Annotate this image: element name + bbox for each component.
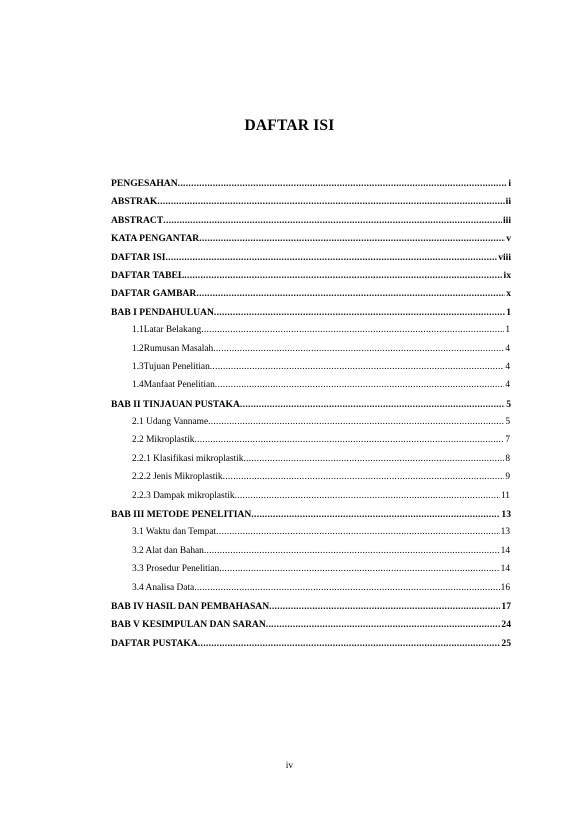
toc-entry-label: 2.2.3 Dampak mikroplastik	[132, 490, 235, 501]
toc-entry-label: 3.1 Waktu dan Tempat	[132, 527, 217, 538]
toc-entry	[111, 233, 511, 251]
toc-entry	[111, 325, 511, 343]
toc-entry-page: 25	[501, 637, 511, 649]
dot-leader	[184, 270, 502, 281]
toc-entry-label: KATA PENGANTAR	[111, 233, 200, 245]
toc-entry	[111, 435, 511, 453]
toc-entry	[111, 417, 511, 435]
toc-entry-label: DAFTAR ISI	[111, 251, 166, 263]
toc-entry-page: i	[508, 178, 511, 189]
toc-entry-label: BAB III METODE PENELITIAN	[111, 509, 252, 521]
toc-entry-label: BAB I PENDAHULUAN	[111, 306, 214, 318]
toc-entry	[111, 454, 511, 472]
toc-entry-label: DAFTAR PUSTAKA	[111, 637, 198, 649]
toc-entry	[111, 601, 511, 619]
toc-entry-page: ii	[505, 196, 511, 208]
toc-entry-page: 13	[501, 509, 511, 521]
toc-entry-page: v	[506, 233, 511, 245]
toc-entry-label: 3.2 Alat dan Bahan	[132, 545, 204, 556]
toc-entry	[111, 509, 511, 527]
toc-entry-page: 13	[500, 527, 510, 538]
toc-entry-label: 3.3 Prosedur Penelitian	[132, 564, 220, 575]
toc-entry	[111, 380, 511, 398]
toc-entry-page: 5	[506, 398, 511, 410]
toc-entry	[111, 307, 511, 325]
toc-entry-page: 1	[506, 306, 511, 318]
toc-entry-page: 16	[500, 582, 510, 593]
dot-leader	[214, 307, 505, 318]
toc-entry	[111, 344, 511, 362]
toc-entry	[111, 546, 511, 564]
dot-leader	[251, 509, 500, 520]
dot-leader	[178, 178, 508, 189]
toc-entry	[111, 583, 511, 601]
toc-entry-page: 14	[500, 545, 510, 556]
toc-entry-page: 7	[505, 435, 510, 446]
dot-leader	[165, 252, 497, 263]
toc-entry-number: 1.3	[132, 361, 144, 372]
dot-leader	[213, 344, 504, 354]
toc-entry	[111, 491, 511, 509]
toc-entry-page: 14	[500, 564, 510, 575]
dot-leader	[269, 601, 500, 612]
toc-entry-label: 3.4 Analisa Data	[132, 582, 195, 593]
dot-leader	[198, 638, 501, 649]
dot-leader	[240, 399, 505, 410]
toc-entry-page: 4	[505, 343, 510, 354]
toc-entry-number: 1.1	[132, 325, 144, 336]
toc-entry-label: ABSTRAK	[111, 196, 158, 208]
toc-entry	[111, 638, 511, 656]
toc-entry-page: 4	[505, 380, 510, 391]
dot-leader	[215, 380, 505, 390]
dot-leader	[199, 233, 505, 244]
toc-entry	[111, 215, 511, 233]
dot-leader	[219, 564, 499, 574]
toc-entry	[111, 527, 511, 545]
toc-entry-label: BAB IV HASIL DAN PEMBAHASAN	[111, 600, 270, 612]
toc-entry-page: 4	[505, 361, 510, 372]
dot-leader	[157, 196, 504, 207]
toc-entry	[111, 472, 511, 490]
toc-entry-label: Manfaat Penelitian	[143, 380, 215, 391]
dot-leader	[216, 527, 499, 537]
dot-leader	[243, 454, 504, 464]
toc-entry-page: ix	[503, 269, 511, 281]
toc-entry-page: 24	[501, 619, 511, 631]
toc-entry-page: iii	[503, 214, 511, 226]
toc-entry-label: Tujuan Penelitian	[143, 361, 210, 372]
toc-entry-label: Rumusan Masalah	[143, 343, 214, 354]
dot-leader	[195, 435, 505, 445]
toc-entry-number: 1.4	[132, 380, 144, 391]
dot-leader	[235, 491, 500, 501]
toc-entry-page: 1	[505, 325, 510, 336]
dot-leader	[201, 325, 504, 335]
table-of-contents	[111, 178, 511, 656]
toc-entry	[111, 564, 511, 582]
page-title: DAFTAR ISI	[244, 117, 335, 134]
toc-entry	[111, 196, 511, 214]
toc-entry-label: PENGESAHAN	[111, 178, 178, 189]
toc-entry-label: 2.1 Udang Vanname	[132, 417, 209, 428]
toc-entry-page: x	[506, 288, 511, 300]
toc-entry	[111, 399, 511, 417]
toc-entry	[111, 270, 511, 288]
toc-entry-label: BAB V KESIMPULAN DAN SARAN	[111, 619, 266, 631]
toc-entry-page: 11	[500, 490, 510, 501]
dot-leader	[196, 288, 505, 299]
dot-leader	[204, 546, 500, 556]
toc-entry-label: ABSTRACT	[111, 214, 164, 226]
toc-entry-page: viii	[498, 251, 511, 263]
toc-entry	[111, 288, 511, 306]
toc-entry-page: 9	[505, 472, 510, 483]
toc-entry	[111, 362, 511, 380]
toc-entry-label: DAFTAR TABEL	[111, 269, 185, 281]
toc-entry-label: Latar Belakang	[143, 325, 202, 336]
dot-leader	[163, 215, 502, 226]
dot-leader	[208, 417, 504, 427]
toc-entry-label: 2.2.1 Klasifikasi mikroplastik	[132, 453, 244, 464]
dot-leader	[223, 472, 505, 482]
dot-leader	[194, 583, 499, 593]
toc-entry	[111, 252, 511, 270]
toc-entry	[111, 619, 511, 637]
dot-leader	[266, 619, 501, 630]
toc-entry-page: 17	[501, 600, 511, 612]
toc-entry-label: 2.2 Mikroplastik	[132, 435, 195, 446]
toc-entry-label: BAB II TINJAUAN PUSTAKA	[111, 398, 240, 410]
toc-entry-label: 2.2.2 Jenis Mikroplastik	[132, 472, 223, 483]
toc-entry-page: 8	[505, 453, 510, 464]
toc-entry-label: DAFTAR GAMBAR	[111, 288, 197, 300]
toc-entry-number: 1.2	[132, 343, 144, 354]
toc-entry	[111, 178, 511, 196]
page-number: iv	[285, 761, 294, 771]
toc-entry-page: 5	[505, 417, 510, 428]
dot-leader	[210, 362, 505, 372]
